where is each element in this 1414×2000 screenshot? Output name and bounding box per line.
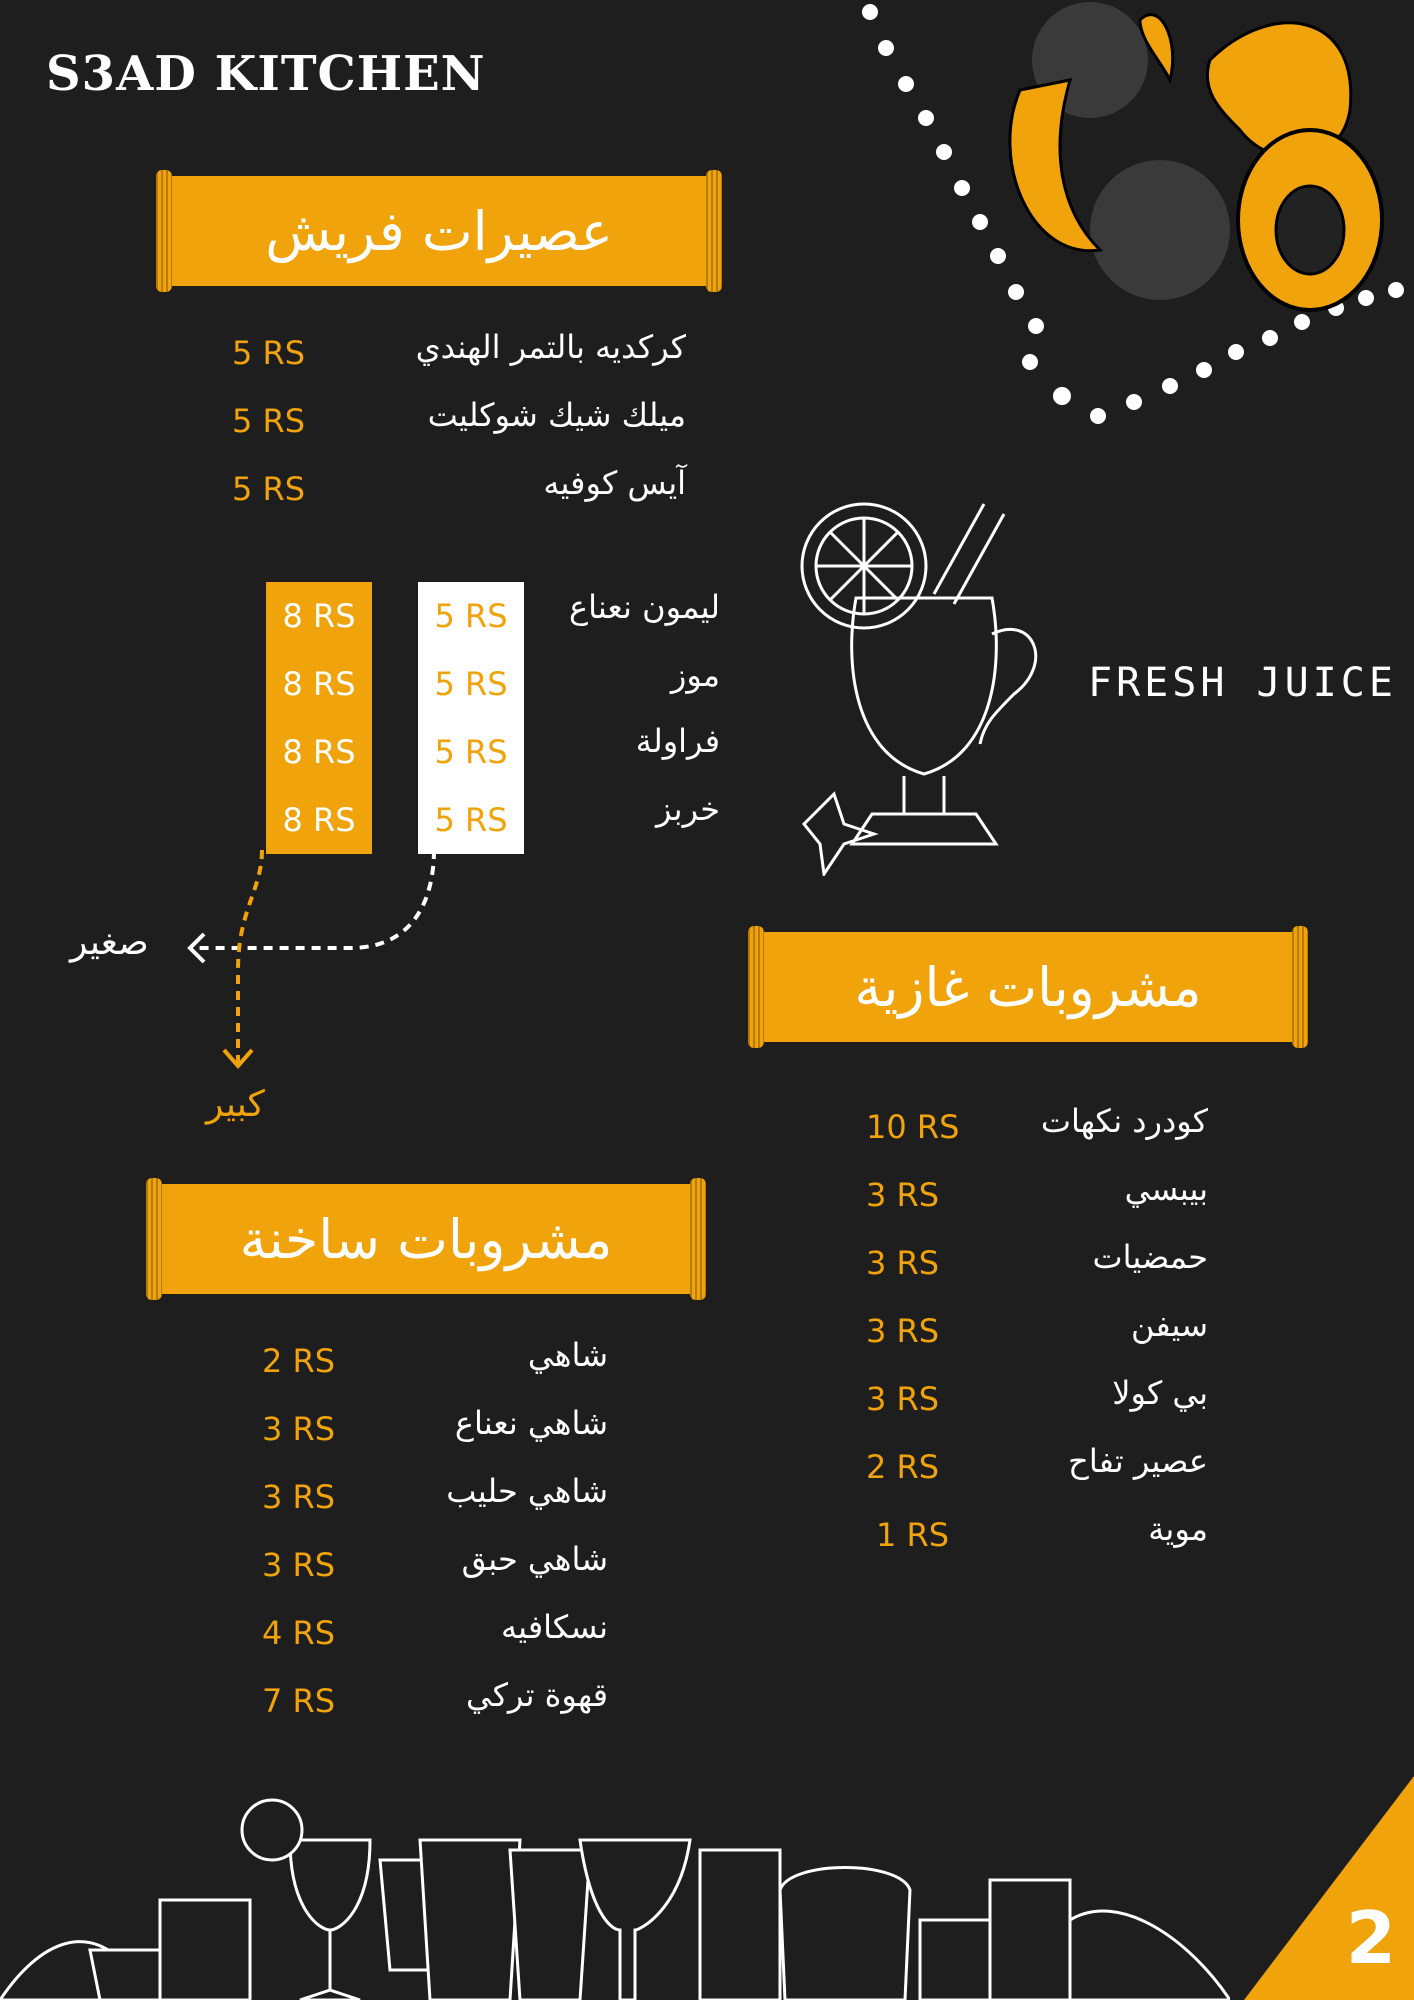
- section-title: عصيرات فريش: [265, 199, 613, 263]
- menu-item-price: 5 RS: [232, 402, 306, 440]
- menu-item-price: 5 RS: [232, 470, 306, 508]
- menu-item-price: 3 RS: [262, 1410, 336, 1448]
- fruit-illustration: [840, 0, 1414, 460]
- menu-item-price: 3 RS: [866, 1380, 940, 1418]
- menu-item-price: 3 RS: [866, 1312, 940, 1350]
- menu-item-price: 4 RS: [262, 1614, 336, 1652]
- sized-item-name: خربز: [656, 790, 720, 828]
- menu-item-name: شاهي حبق: [461, 1540, 608, 1578]
- juice-glass-illustration: [784, 494, 1064, 876]
- menu-item-name: بيبسي: [1124, 1170, 1208, 1208]
- large-price: 8 RS: [282, 597, 356, 635]
- menu-item-name: شاهي: [527, 1336, 608, 1374]
- small-price-column: [418, 582, 524, 854]
- small-size-label: صغير: [70, 922, 149, 963]
- menu-item-name: نسكافيه: [501, 1608, 608, 1646]
- page-number: 2: [1345, 1896, 1396, 1980]
- large-price-column: [266, 582, 372, 854]
- large-price: 8 RS: [282, 665, 356, 703]
- menu-item-name: بي كولا: [1112, 1374, 1208, 1412]
- large-price: 8 RS: [282, 733, 356, 771]
- menu-item-name: كودرد نكهات: [1040, 1102, 1208, 1140]
- menu-item-price: 1 RS: [876, 1516, 950, 1554]
- sized-item-name: فراولة: [635, 722, 720, 760]
- small-price: 5 RS: [434, 597, 508, 635]
- menu-item-name: حمضيات: [1092, 1238, 1208, 1276]
- section-title: مشروبات ساخنة: [239, 1207, 613, 1271]
- menu-item-name: ميلك شيك شوكليت: [427, 396, 686, 434]
- small-price: 5 RS: [434, 733, 508, 771]
- hot-drinks-banner: [156, 1184, 696, 1294]
- menu-item-price: 2 RS: [866, 1448, 940, 1486]
- menu-item-name: قهوة تركي: [466, 1676, 608, 1714]
- menu-item-name: شاهي نعناع: [454, 1404, 608, 1442]
- menu-item-name: موية: [1148, 1510, 1208, 1548]
- menu-item-price: 2 RS: [262, 1342, 336, 1380]
- menu-item-price: 5 RS: [232, 334, 306, 372]
- menu-item-name: كركديه بالتمر الهندي: [415, 328, 686, 366]
- size-arrows: [150, 850, 460, 1080]
- glassware-illustration: [0, 1770, 1230, 2000]
- sized-item-name: موز: [670, 656, 720, 694]
- small-price: 5 RS: [434, 665, 508, 703]
- menu-item-price: 7 RS: [262, 1682, 336, 1720]
- large-price: 8 RS: [282, 801, 356, 839]
- small-price: 5 RS: [434, 801, 508, 839]
- sized-item-name: ليمون نعناع: [569, 588, 720, 626]
- menu-item-price: 3 RS: [866, 1244, 940, 1282]
- menu-item-price: 3 RS: [262, 1546, 336, 1584]
- menu-item-price: 3 RS: [262, 1478, 336, 1516]
- menu-item-price: 10 RS: [866, 1108, 960, 1146]
- soft-drinks-banner: [758, 932, 1298, 1042]
- section-title: مشروبات غازية: [854, 955, 1202, 1019]
- brand-title: S3AD KITCHEN: [46, 46, 486, 102]
- fresh-juice-banner: [166, 176, 712, 286]
- menu-item-price: 3 RS: [866, 1176, 940, 1214]
- large-size-label: كبير: [206, 1084, 265, 1125]
- menu-item-name: سيفن: [1130, 1306, 1208, 1344]
- menu-item-name: آيس كوفيه: [543, 464, 686, 502]
- menu-item-name: شاهي حليب: [446, 1472, 608, 1510]
- menu-item-name: عصير تفاح: [1068, 1442, 1208, 1480]
- fresh-juice-caption: FRESH JUICE: [1088, 660, 1397, 706]
